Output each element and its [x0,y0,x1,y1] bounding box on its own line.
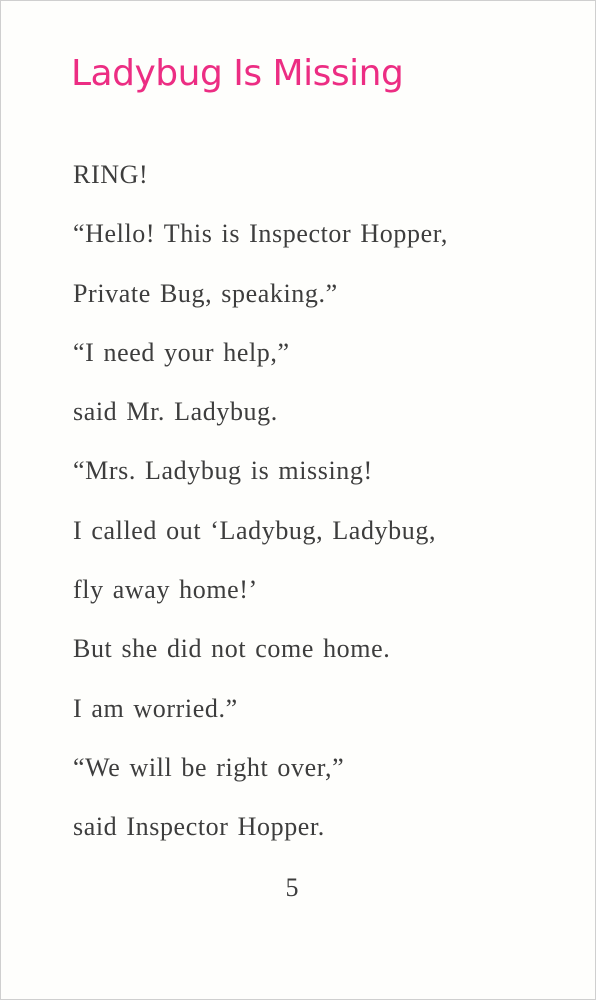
chapter-title: Ladybug Is Missing [71,53,404,94]
story-line: “Hello! This is Inspector Hopper, [73,219,449,249]
story-text [73,153,448,865]
story-line: Private Bug, speaking.” [73,278,338,308]
story-line: “I need your help,” [73,337,290,367]
story-line: I called out ‘Ladybug, Ladybug, [73,515,437,545]
story-line: But she did not come home. [73,634,391,664]
story-line: “We will be right over,” [73,752,345,782]
story-line: “Mrs. Ladybug is missing! [73,456,373,486]
story-line: I am worried.” [73,693,238,723]
story-line: fly away home!’ [73,575,258,605]
story-line: RING! [73,160,149,189]
page-number: 5 [285,873,299,902]
story-line: said Inspector Hopper. [73,812,325,842]
story-line: said Mr. Ladybug. [73,397,278,427]
